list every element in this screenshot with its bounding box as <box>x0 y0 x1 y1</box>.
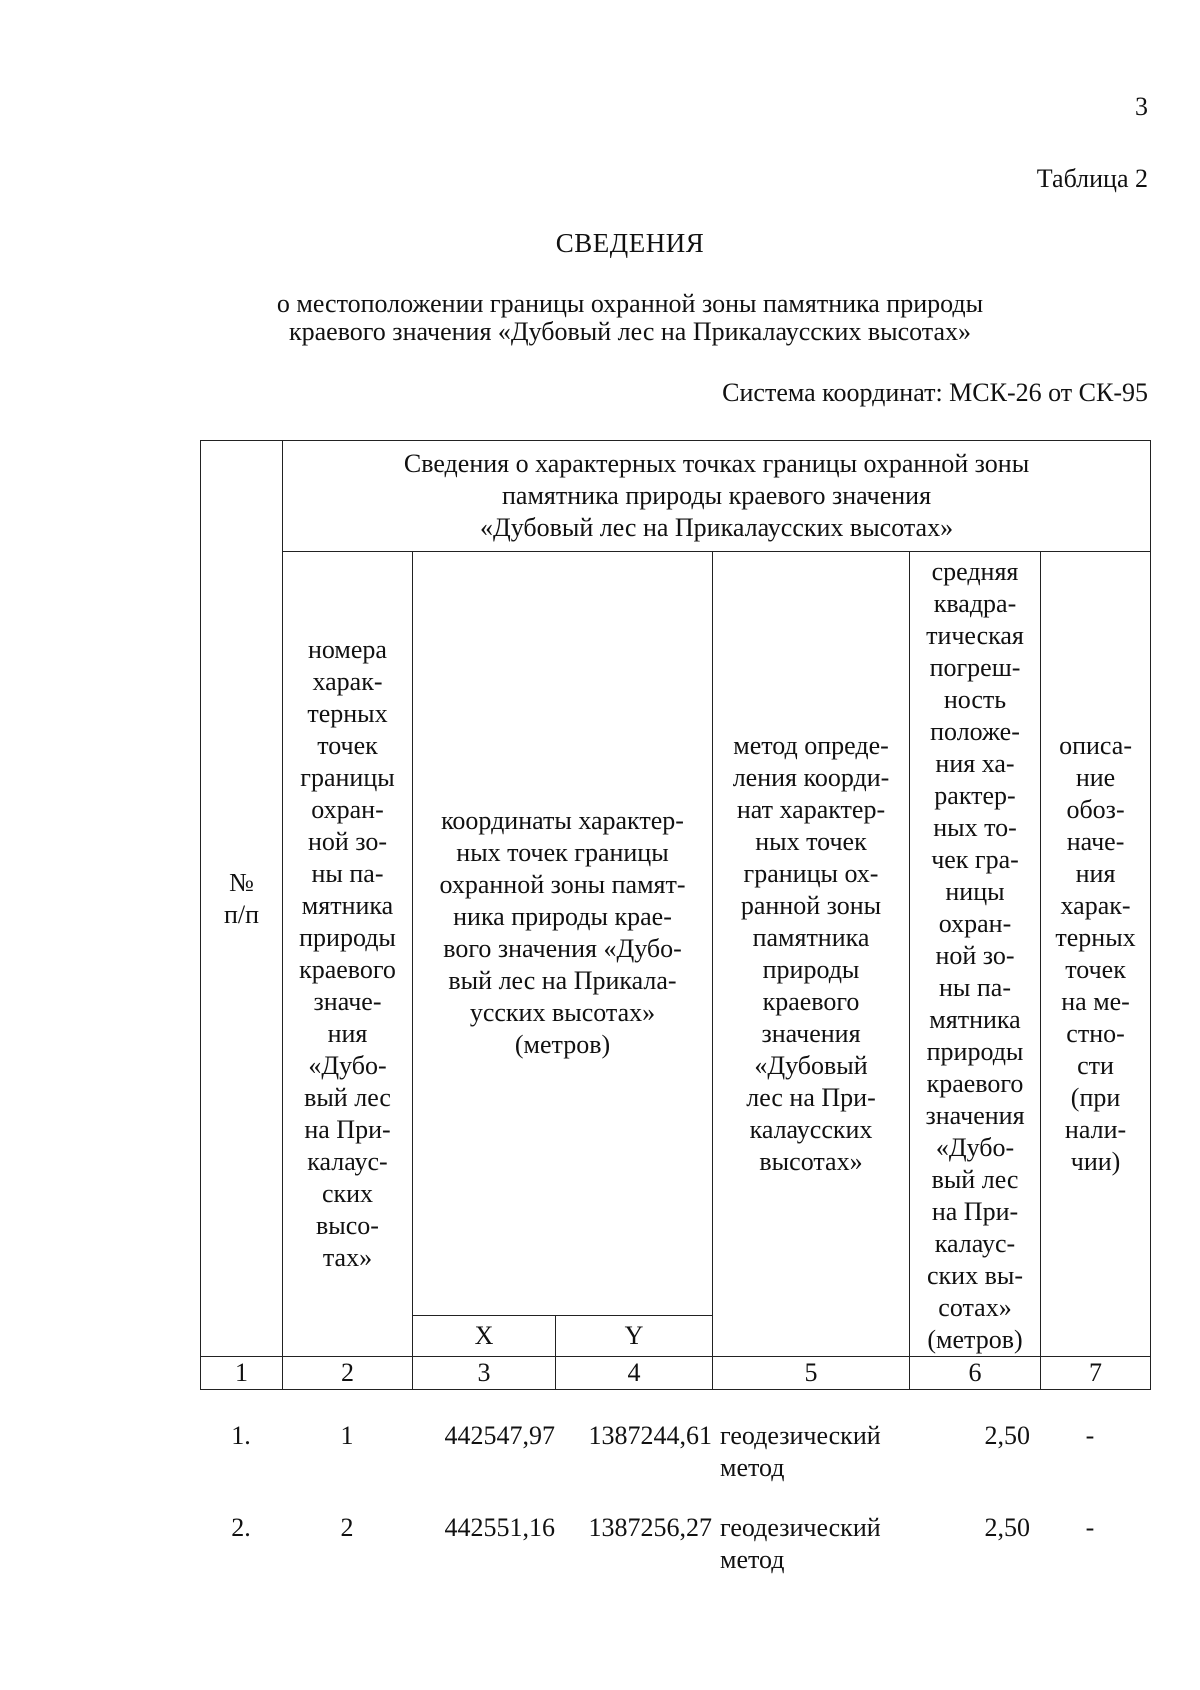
header-line: памятника <box>752 923 870 952</box>
header-line: высо- <box>316 1211 379 1240</box>
header-line: терных <box>1055 923 1136 952</box>
header-x: X <box>413 1315 556 1356</box>
subtitle-line: краевого значения «Дубовый лес на Прикалаусских высотах» <box>288 317 972 346</box>
coord-x: 442551,16 <box>444 1513 555 1542</box>
header-line: средняя <box>931 557 1019 586</box>
mean-square-error: 2,50 <box>984 1421 1030 1450</box>
header-line: охран- <box>938 909 1012 938</box>
header-line: точек <box>1065 955 1126 984</box>
header-line: погреш- <box>929 653 1021 682</box>
table-row <box>200 1512 1150 1604</box>
coord-x: 442547,97 <box>444 1421 555 1450</box>
method-line: метод <box>720 1453 785 1482</box>
header-group-text <box>293 448 1140 544</box>
header-line: ницы <box>945 877 1005 906</box>
column-number: 4 <box>556 1357 713 1390</box>
header-pp-text <box>201 867 282 931</box>
data-rows <box>200 1420 1150 1604</box>
point-description: - <box>1085 1513 1095 1542</box>
mean-square-error: 2,50 <box>984 1513 1030 1542</box>
point-description: - <box>1085 1421 1095 1450</box>
header-line: на ме- <box>1061 987 1130 1016</box>
header-line: квадра- <box>933 589 1017 618</box>
header-line: мятника <box>929 1005 1021 1034</box>
header-line: харак- <box>1060 891 1131 920</box>
header-line: ления коорди- <box>732 763 890 792</box>
header-line: ной зо- <box>935 941 1015 970</box>
header-line: границы ох- <box>743 859 879 888</box>
header-line: значения <box>761 1019 861 1048</box>
header-line: ны па- <box>311 859 384 888</box>
header-line: охранной зоны памят- <box>439 870 686 900</box>
header-line: калаус- <box>934 1229 1016 1258</box>
coord-y: 1387256,27 <box>588 1513 712 1542</box>
header-error-text <box>910 556 1040 1356</box>
header-line: ских <box>321 1179 374 1208</box>
method-line: геодезический <box>720 1513 881 1542</box>
header-line: краевого <box>299 955 396 984</box>
header-line: высотах» <box>759 1147 863 1176</box>
header-point-numbers-text <box>283 634 412 1274</box>
method <box>720 1512 910 1576</box>
header-line: описа- <box>1059 731 1132 760</box>
header-line: ной зо- <box>307 827 388 856</box>
header-line: метод опреде- <box>733 731 889 760</box>
header-line: на При- <box>304 1115 391 1144</box>
header-line: чек гра- <box>931 845 1019 874</box>
column-number: 7 <box>1041 1357 1151 1390</box>
header-line: вый лес <box>931 1165 1019 1194</box>
header-line: ных то- <box>933 813 1017 842</box>
header-line: ских вы- <box>927 1261 1023 1290</box>
header-line: координаты характер- <box>441 806 684 836</box>
header-line: ных точек границы <box>456 838 669 868</box>
coord-y: 1387244,61 <box>588 1421 712 1450</box>
header-line: «Дубо- <box>308 1051 387 1080</box>
column-number: 1 <box>201 1357 283 1390</box>
header-line: терных <box>307 699 388 728</box>
header-line: «Дубо- <box>935 1133 1015 1162</box>
header-line: № <box>229 867 254 897</box>
point-number: 1 <box>340 1421 354 1450</box>
header-line: вый лес <box>304 1083 391 1112</box>
header-coordinates <box>413 552 713 1316</box>
header-line: охран- <box>311 795 384 824</box>
header-line: харак- <box>312 667 383 696</box>
header-line: значения <box>925 1101 1025 1130</box>
header-line: Сведения о характерных точках границы охранной зоны <box>403 449 1030 478</box>
header-line: природы <box>299 923 396 952</box>
header-line: ния ха- <box>935 749 1015 778</box>
header-line: калаус- <box>307 1147 388 1176</box>
header-line: номера <box>308 635 387 664</box>
coordinate-system: Система координат: МСК-26 от СК-95 <box>722 378 1148 407</box>
header-line: рактер- <box>934 781 1016 810</box>
header-line: наче- <box>1066 827 1125 856</box>
header-y: Y <box>556 1315 713 1356</box>
row-index: 2. <box>231 1513 251 1542</box>
method-line: геодезический <box>720 1421 881 1450</box>
header-line: точек <box>317 731 378 760</box>
header-line: ны па- <box>939 973 1011 1002</box>
point-number: 2 <box>340 1513 354 1542</box>
header-point-numbers <box>283 552 413 1357</box>
header-line: сотах» <box>938 1293 1012 1322</box>
header-line: ния <box>1075 859 1116 888</box>
header-line: краевого <box>762 987 860 1016</box>
subtitle-line: о местоположении границы охранной зоны памятника природы <box>276 289 984 318</box>
header-line: памятника природы краевого значения <box>502 481 932 510</box>
header-line: ния <box>327 1019 368 1048</box>
boundary-points-table <box>200 440 1151 1390</box>
header-line: на При- <box>931 1197 1019 1226</box>
header-line: краевого <box>926 1069 1024 1098</box>
header-pp <box>201 441 283 1357</box>
column-number: 5 <box>713 1357 910 1390</box>
header-line: (метров) <box>514 1030 611 1060</box>
column-number: 6 <box>910 1357 1041 1390</box>
page-number: 3 <box>1135 92 1148 121</box>
header-method-text <box>713 730 909 1178</box>
header-line: ние <box>1075 763 1116 792</box>
header-line: (метров) <box>927 1325 1023 1354</box>
header-line: природы <box>926 1037 1024 1066</box>
header-line: вого значения «Дубо- <box>443 934 682 964</box>
header-line: тах» <box>322 1243 373 1272</box>
method <box>720 1420 910 1484</box>
header-line: «Дубовый лес на Прикалаусских высотах» <box>479 513 954 542</box>
header-coordinates-text <box>413 805 712 1061</box>
header-line: ника природы крае- <box>453 902 672 932</box>
header-line: стно- <box>1066 1019 1125 1048</box>
header-description <box>1041 552 1151 1357</box>
row-index: 1. <box>231 1421 251 1450</box>
header-line: нали- <box>1064 1115 1127 1144</box>
header-line: (при <box>1070 1083 1121 1112</box>
header-line: мятника <box>301 891 394 920</box>
header-line: п/п <box>223 899 260 929</box>
header-line: вый лес на Прикала- <box>448 966 677 996</box>
column-number-row <box>201 1357 1151 1390</box>
header-line: тическая <box>926 621 1024 650</box>
header-line: чии) <box>1070 1147 1121 1176</box>
column-number: 2 <box>283 1357 413 1390</box>
header-line: лес на При- <box>746 1083 876 1112</box>
header-line: границы <box>300 763 395 792</box>
header-line: сти <box>1077 1051 1114 1080</box>
method-line: метод <box>720 1545 785 1574</box>
header-line: ных точек <box>755 827 867 856</box>
header-line: положе- <box>930 717 1020 746</box>
table-label: Таблица 2 <box>1036 164 1148 193</box>
header-line: ность <box>943 685 1007 714</box>
document-title: СВЕДЕНИЯ <box>555 228 705 258</box>
header-line: ранной зоны <box>740 891 882 920</box>
header-line: обоз- <box>1066 795 1125 824</box>
header-method <box>713 552 910 1357</box>
header-line: «Дубовый <box>754 1051 868 1080</box>
header-line: нат характер- <box>736 795 886 824</box>
header-line: калаусских <box>749 1115 873 1144</box>
table-row <box>200 1420 1150 1512</box>
header-line: природы <box>762 955 860 984</box>
header-group <box>283 441 1151 552</box>
column-number: 3 <box>413 1357 556 1390</box>
header-description-text <box>1041 730 1150 1178</box>
document-subtitle <box>0 290 1200 346</box>
header-error <box>910 552 1041 1357</box>
header-line: значе- <box>313 987 382 1016</box>
header-line: усских высотах» <box>469 998 656 1028</box>
